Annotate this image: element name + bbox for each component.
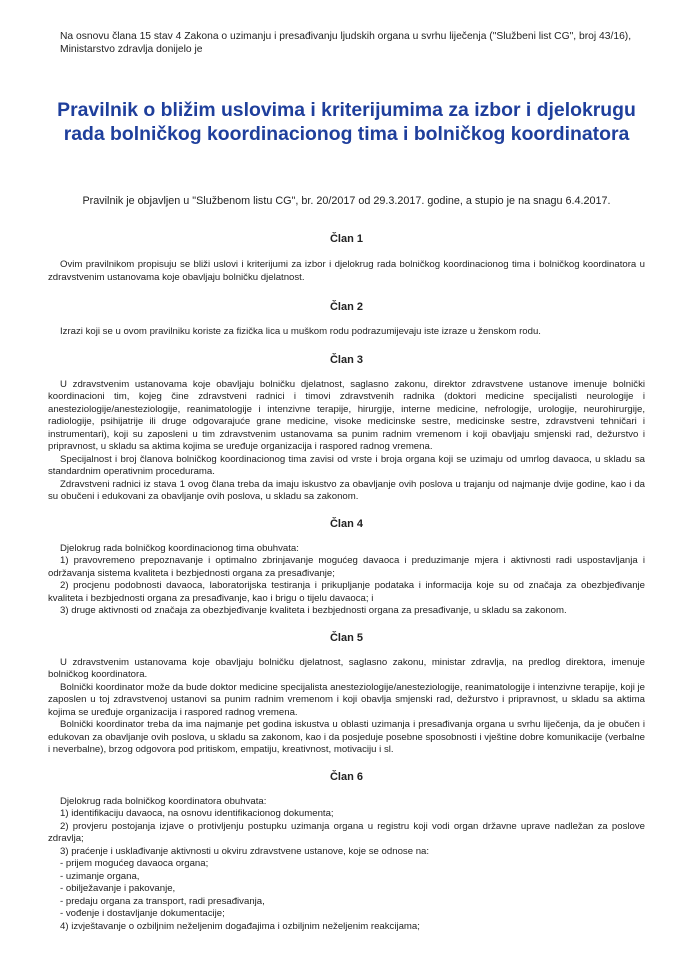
list-item: - predaju organa za transport, radi presađivanja, [60,895,265,907]
article-paragraph: Djelokrug rada bolničkog koordinacionog tima obuhvata: [60,542,299,554]
list-item: 3) druge aktivnosti od značaja za obezbjeđivanje kvaliteta i bezbjednosti organa za presađivanje, u skladu sa zakonom. [60,605,567,616]
list-item: - prijem mogućeg davaoca organa; [60,858,209,869]
article-heading: Član 6 [329,770,363,783]
article-heading: Član 1 [329,233,363,245]
article-6 [48,771,645,934]
article-heading: Član 5 [329,631,363,644]
list-item: 4) izvještavanje o ozbiljnim neželjenim događajima i ozbiljnim neželjenim reakcijama; [60,920,420,932]
article-paragraph: Bolnički koordinator može da bude doktor medicine specijalista anesteziologije/anesteziologije, reanimatologije i intenzivne terapije, koji je zaposlen u toj zdravstvenoj ustanovi sa punim radnim vremenom i koji obavlja smjenski rad, dežurstvo i pripravnost, u skladu sa aktima kojima se uređuje organizacija i raspored radnog vremena. [48,681,645,718]
document-title: Pravilnik o bližim uslovima i kriterijumima za izbor i djelokrugu rada bolničkog koordinacionog tima i bolničkog koordinatora [57,99,636,145]
list-item: 2) provjeru postojanja izjave o protivljenju postupku uzimanja organa u registru koji vodi organ državne uprave nadležan za poslove zdravlja; [48,820,645,844]
article-5 [48,632,645,757]
article-3 [48,354,645,504]
list-item: 1) identifikaciju davaoca, na osnovu identifikacionog dokumenta; [60,808,334,819]
list-item: - vođenje i dostavljanje dokumentacije; [60,908,225,919]
article-heading: Član 2 [329,301,363,313]
list-item: - uzimanje organa, [60,870,140,882]
article-paragraph: U zdravstvenim ustanovama koje obavljaju bolničku djelatnost, saglasno zakonu, direktor zdravstvene ustanove imenuje bolnički koordinacioni tim, kojeg čine zdravstveni radnici i timovi zdravstvenih radnika (doktori medicine specijalisti neurologije i anesteziologije/anesteziologije, reanimatologije i intenzivne terapije, hirurgije, interne medicine, nefrologije, urologije, neurohirurgije, radiologije, psihijatrije ili druge odgovarajuće grane medicine, visoke medicinske sestre, medicinske sestre, zdravstveni tehničari i instrumentari), koji su zaposleni u tim zdravstvenim ustanovama sa punim radnim vremenom i koji obavljaju smjenski rad, dežurstvo i pripravnost, u skladu sa aktima kojima se uređuje organizacija i raspored radnog vremena. [48,378,645,452]
article-heading: Član 4 [329,517,363,530]
article-paragraph: U zdravstvenim ustanovama koje obavljaju bolničku djelatnost, saglasno zakonu, ministar zdravlja, na predlog direktora, imenuje bolničkog koordinatora. [48,656,645,680]
list-item: 3) praćenje i usklađivanje aktivnosti u okviru zdravstvene ustanove, koje se odnose na: [60,845,430,857]
article-2 [48,301,645,339]
list-item: - obilježavanje i pakovanje, [60,883,176,894]
intro-text: Na osnovu člana 15 stav 4 Zakona o uzimanju i presađivanju ljudskih organa u svrhu liječenja ("Službeni list CG", broj 43/16), Ministarstvo zdravlja donijelo je [60,31,632,55]
article-1 [48,233,645,284]
article-paragraph: Ovim pravilnikom propisuju se bliži uslovi i kriterijumi za izbor i djelokrug rada bolničkog koordinacionog tima i bolničkog koordinatora u zdravstvenim ustanovama koje obavljaju bolničku djelatnost. [48,259,645,283]
article-paragraph: Specijalnost i broj članova bolničkog koordinacionog tima zavisi od vrste i broja organa koji se uzimaju od umrlog davaoca, u skladu sa standardnim operativnim procedurama. [48,453,645,477]
list-item: 2) procjenu podobnosti davaoca, laboratorijska testiranja i prikupljanje podataka i informacija koje su od značaja za obezbjeđivanje kvaliteta i bezbjednosti organa za presađivanje, kao i brigu o tijelu davaoca; i [48,580,645,604]
list-item: 1) pravovremeno prepoznavanje i optimalno zbrinjavanje mogućeg davaoca i preduzimanje mjera i aktivnosti radi uspostavljanja i održavanja sistema kvaliteta i bezbjednosti organa za presađivanje; [48,555,645,579]
publication-note: Pravilnik je objavljen u "Službenom listu CG", br. 20/2017 od 29.3.2017. godine, a stupio je na snagu 6.4.2017. [82,195,611,207]
article-4 [48,518,645,618]
article-paragraph: Bolnički koordinator treba da ima najmanje pet godina iskustva u oblasti uzimanja i presađivanja organa u svrhu liječenja, da je obučen i edukovan za obavljanje ovih poslova, u skladu sa zakonom, kao i da posjeduje posebne sposobnosti i vještine dobre komunikacije (verbalne i neverbalne), brzog odgovora pod pritiskom, empatiju, kreativnost, motivaciju i sl. [48,719,645,755]
article-paragraph: Zdravstveni radnici iz stava 1 ovog člana treba da imaju iskustvo za obavljanje ovih poslova u trajanju od najmanje dvije godine, kao i da su obučeni i edukovani za obavljanje ovih poslova, u skladu sa zakonom. [48,478,645,502]
article-paragraph: Izrazi koji se u ovom pravilniku koriste za fizička lica u muškom rodu podrazumijevaju iste izraze u ženskom rodu. [60,326,541,337]
article-paragraph: Djelokrug rada bolničkog koordinatora obuhvata: [60,795,267,807]
article-heading: Član 3 [329,353,363,366]
